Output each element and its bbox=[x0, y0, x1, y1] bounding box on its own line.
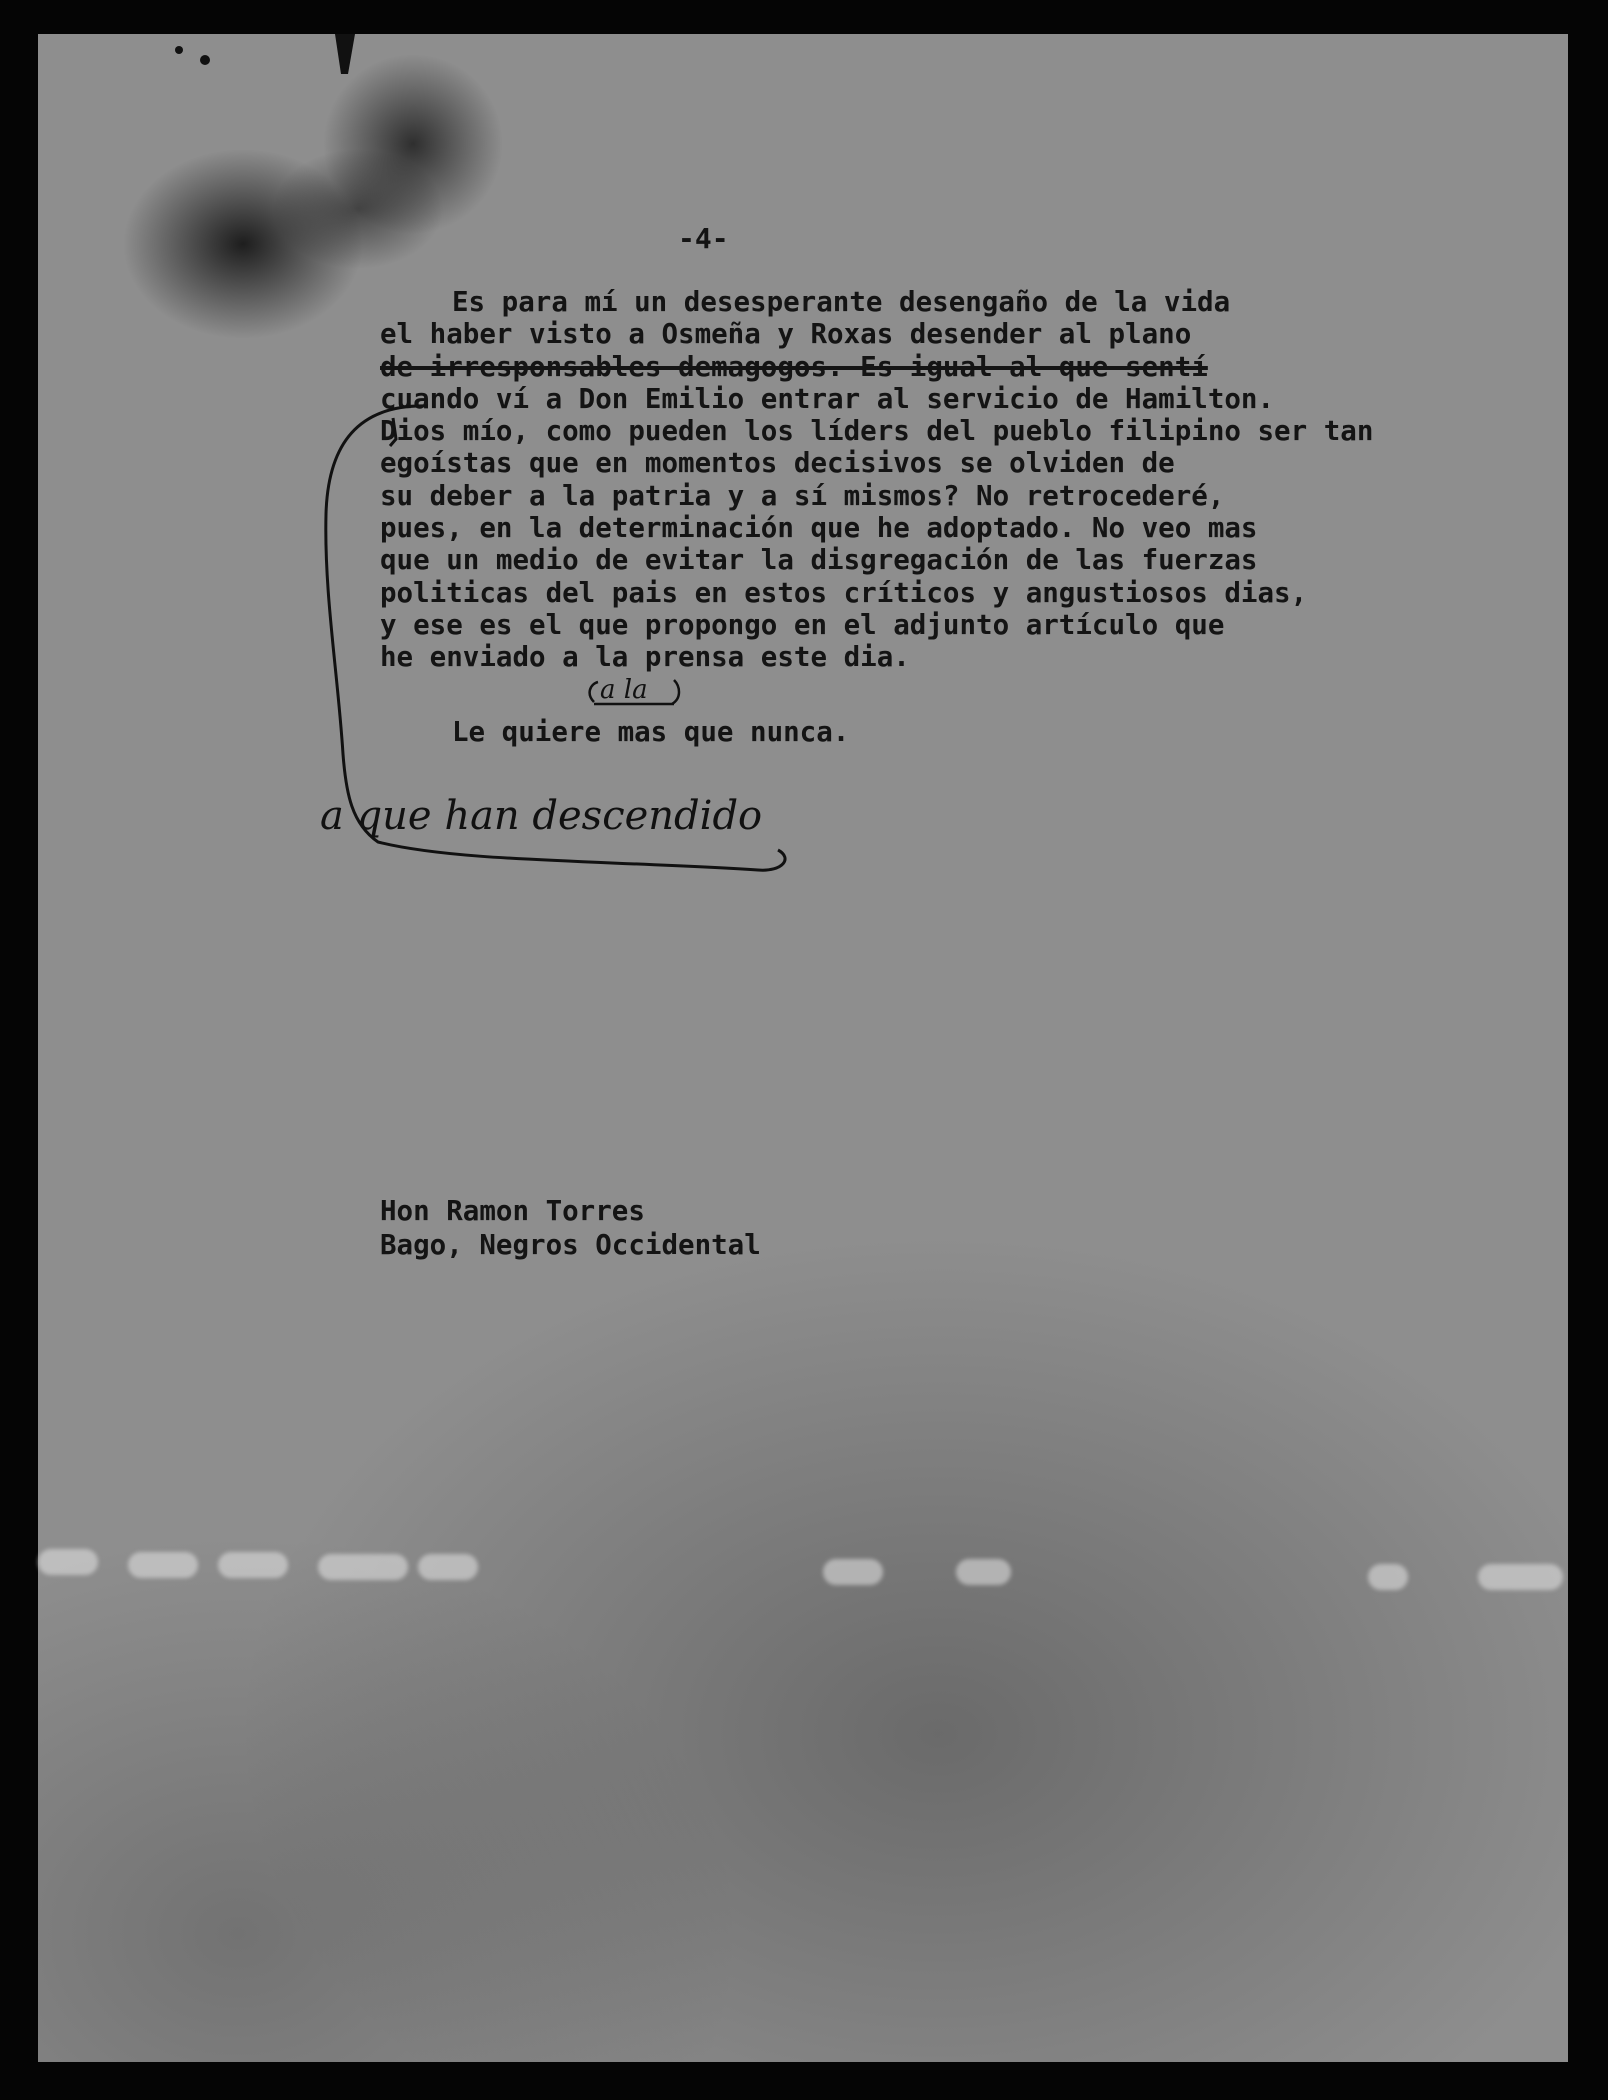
body-line bbox=[380, 577, 1540, 609]
document-page bbox=[38, 34, 1568, 2062]
handwritten-insertion: a la bbox=[600, 675, 648, 705]
body-line bbox=[380, 383, 1540, 415]
body-line-text: su deber a la patria y a sí mismos? No retrocederé, bbox=[380, 479, 1225, 512]
body-line-text: egoístas que en momentos decisivos se olviden de bbox=[380, 447, 1175, 480]
body-line-text: de irresponsables demagogos. Es igual al que sentí bbox=[380, 350, 1208, 383]
body-line bbox=[380, 447, 1540, 479]
body-line bbox=[380, 480, 1540, 512]
body-line-text: Dios mío, como pueden los líders del pueblo filipino ser tan bbox=[380, 415, 1374, 448]
body-line-text: he enviado a la prensa este dia. bbox=[380, 641, 910, 674]
body-line bbox=[380, 544, 1540, 576]
addressee-block bbox=[380, 1194, 761, 1262]
body-line bbox=[380, 641, 1540, 673]
body-line bbox=[380, 286, 1540, 318]
body-line-text: que un medio de evitar la disgregación de las fuerzas bbox=[380, 544, 1258, 577]
addressee-location: Bago, Negros Occidental bbox=[380, 1229, 761, 1261]
body-line bbox=[380, 512, 1540, 544]
body-line-text: Es para mí un desesperante desengaño de la vida bbox=[452, 286, 1231, 318]
body-line-text: politicas del pais en estos críticos y angustiosos dias, bbox=[380, 576, 1308, 609]
body-line bbox=[380, 415, 1540, 447]
body-line bbox=[380, 318, 1540, 350]
body-line bbox=[380, 351, 1540, 383]
letter-closing: Le quiere mas que nunca. bbox=[452, 716, 850, 748]
insertion-bracket bbox=[590, 680, 679, 704]
body-line bbox=[380, 609, 1540, 641]
handwritten-margin-note: a que han descendido bbox=[320, 793, 763, 839]
page-number: -4- bbox=[678, 222, 729, 255]
letter-body bbox=[380, 286, 1540, 674]
body-line-text: cuando ví a Don Emilio entrar al servicio de Hamilton. bbox=[380, 382, 1275, 415]
body-line-text: y ese es el que propongo en el adjunto artículo que bbox=[380, 608, 1225, 641]
addressee-name: Hon Ramon Torres bbox=[380, 1195, 645, 1227]
body-line-text: el haber visto a Osmeña y Roxas desender al plano bbox=[380, 318, 1192, 351]
body-line-text: pues, en la determinación que he adoptado. No veo mas bbox=[380, 512, 1258, 545]
